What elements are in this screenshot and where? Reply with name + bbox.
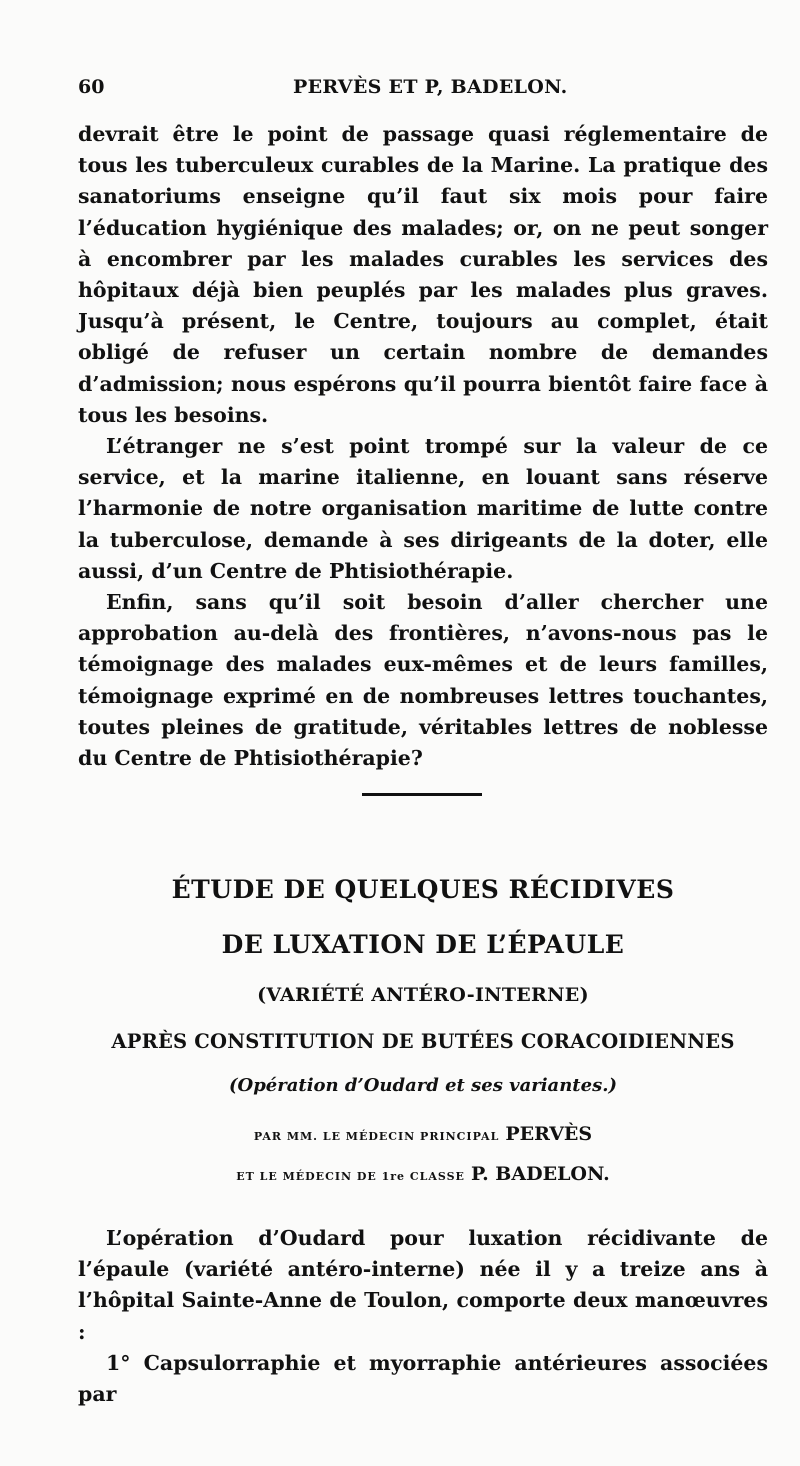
body-text-top (78, 119, 768, 774)
article-title-line-1: ÉTUDE DE QUELQUES RÉCIDIVES (171, 875, 675, 904)
body-text-bottom (78, 1223, 768, 1410)
byline-1-name: PERVÈS (505, 1123, 593, 1145)
paragraph-continuation: devrait être le point de passage quasi réglementaire de tous les tuberculeux curables de la Marine. La pratique des sanatoriums enseigne qu’il faut six mois pour faire l’éducation hygiénique des malades; or, on ne peut songer à encombrer par les malades curables les services des hôpitaux déjà bien peuplés par les malades plus graves. Jusqu’à présent, le Centre, toujours au complet, était obligé de refuser un certain nombre de demandes d’admission; nous espérons qu’il pourra bientôt faire face à tous les besoins. (78, 122, 768, 427)
byline-2-name: P. BADELON. (470, 1163, 610, 1185)
byline-author-2 (78, 1163, 768, 1185)
byline-author-1 (78, 1123, 768, 1145)
running-title: PERVÈS ET P, BADELON. (293, 76, 568, 98)
article-subtitle: (Opération d’Oudard et ses variantes.) (229, 1075, 617, 1096)
byline-2-prefix: ET LE MÉDECIN DE 1re CLASSE (236, 1170, 465, 1183)
running-head (78, 76, 768, 102)
article-title-line-2: DE LUXATION DE L’ÉPAULE (221, 930, 625, 959)
paragraph-first-step: 1° Capsulorraphie et myorraphie antérieures associées par (78, 1350, 768, 1407)
paragraph-foreign-navy: L’étranger ne s’est point trompé sur la valeur de ce service, et la marine italienne, en louant sans réserve l’harmonie de notre organisation maritime de lutte contre la tuberculose, demande à ses dirigeants de la doter, elle aussi, d’un Centre de Phtisiothérapie. (78, 434, 768, 583)
byline-1-prefix: PAR MM. LE MÉDECIN PRINCIPAL (253, 1130, 500, 1143)
section-divider (362, 793, 482, 796)
page-number: 60 (78, 76, 105, 98)
paragraph-patient-testimony: Enfin, sans qu’il soit besoin d’aller chercher une approbation au-delà des frontières, n’avons-nous pas le témoignage des malades eux-mêmes et de leurs familles, témoignage exprimé en de nombreuses lettres touchantes, toutes pleines de gratitude, véritables lettres de noblesse du Centre de Phtisiothérapie? (78, 590, 768, 771)
article-title-line-4: APRÈS CONSTITUTION DE BUTÉES CORACOIDIENNES (111, 1030, 735, 1053)
paragraph-oudard-operation: L’opération d’Oudard pour luxation récidivante de l’épaule (variété antéro-interne) née il y a treize ans à l’hôpital Sainte-Anne de Toulon, comporte deux manœuvres : (78, 1226, 768, 1344)
article-title-line-3: (VARIÉTÉ ANTÉRO-INTERNE) (257, 984, 589, 1006)
